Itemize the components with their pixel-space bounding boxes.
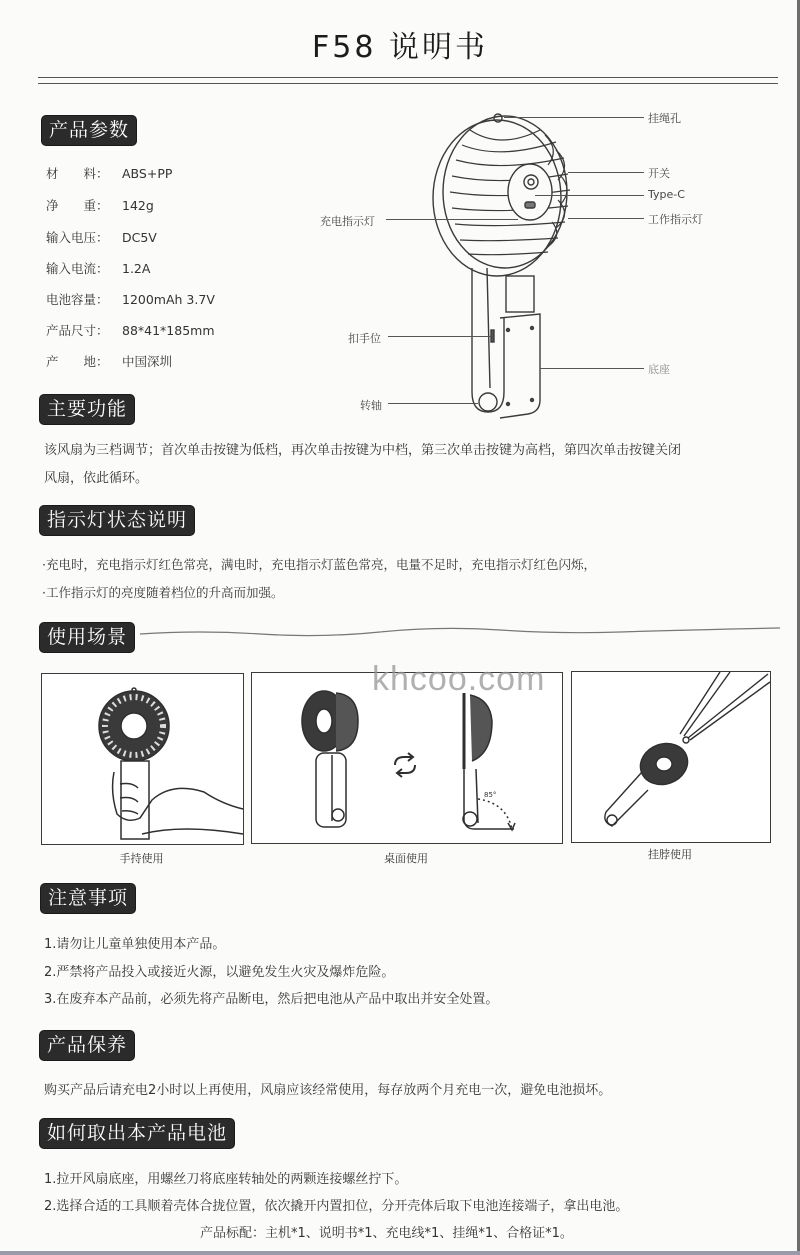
section-heading-cautions: 注意事项: [41, 884, 135, 913]
indicator-line-1: ·充电时，充电指示灯红色常亮，满电时，充电指示灯蓝色常亮，电量不足时，充电指示灯红色闪烁，: [42, 557, 596, 572]
callout-finger-grip: 扣手位: [348, 332, 381, 345]
section-heading-indicator: 指示灯状态说明: [40, 506, 194, 535]
caution-line-1: 1.请勿让儿童单独使用本产品。: [44, 937, 226, 952]
section-heading-scenarios: 使用场景: [40, 623, 134, 652]
callout-type-c: Type-C: [648, 188, 685, 201]
param-key: 输入电压：: [46, 230, 109, 245]
section-heading-params: 产品参数: [42, 116, 136, 145]
care-line-1: 购买产品后请充电2小时以上再使用，风扇应该经常使用，每存放两个月充电一次，避免电池损坏。: [44, 1083, 612, 1098]
battery-step-2: 2.选择合适的工具顺着壳体合拢位置，依次撬开内置扣位，分开壳体后取下电池连接端子，拿出电池。: [44, 1199, 629, 1214]
handheld-fan-icon: [42, 674, 243, 844]
callout-base: 底座: [648, 363, 670, 376]
param-value: ABS+PP: [122, 166, 173, 181]
scene-handheld: [41, 673, 244, 845]
indicator-line-2: ·工作指示灯的亮度随着档位的升高而加强。: [42, 585, 284, 600]
leader-type-c: [535, 195, 644, 196]
package-contents: 产品标配：主机*1、说明书*1、充电线*1、挂绳*1、合格证*1。: [200, 1226, 573, 1241]
leader-charge-indicator: [386, 219, 518, 220]
callout-lanyard-hole: 挂绳孔: [648, 112, 681, 125]
swap-arrows-icon: [395, 753, 415, 777]
callout-charge-indicator: 充电指示灯: [320, 215, 375, 228]
leader-work-indicator: [568, 218, 644, 219]
callout-switch: 开关: [648, 167, 670, 180]
section-heading-care: 产品保养: [40, 1031, 134, 1060]
battery-step-1: 1.拉开风扇底座，用螺丝刀将底座转轴处的两颗连接螺丝拧下。: [44, 1172, 408, 1187]
param-value: 88*41*185mm: [122, 323, 215, 338]
param-key: 产品尺寸：: [46, 323, 109, 338]
leader-lanyard-hole: [504, 117, 644, 118]
caption-desktop: 桌面使用: [384, 852, 428, 865]
callout-work-indicator: 工作指示灯: [648, 213, 703, 226]
watermark: khcoo.com: [372, 660, 546, 698]
param-value: DC5V: [122, 230, 157, 245]
torn-line-decoration: [140, 620, 780, 640]
param-value: 中国深圳: [122, 354, 173, 369]
section-heading-battery: 如何取出本产品电池: [40, 1119, 234, 1148]
param-key: 输入电流：: [46, 261, 109, 276]
callout-hinge: 转轴: [360, 399, 382, 412]
page-title: F58 说明书: [312, 30, 488, 65]
caption-handheld: 手持使用: [119, 852, 164, 865]
caption-neck: 挂脖使用: [648, 848, 692, 861]
scene-neck: [571, 671, 771, 843]
param-value: 1.2A: [122, 261, 151, 276]
param-value: 1200mAh 3.7V: [122, 292, 215, 307]
param-value: 142g: [122, 198, 154, 213]
param-key: 电池容量：: [46, 292, 109, 307]
neck-fan-icon: [572, 672, 770, 842]
caution-line-2: 2.严禁将产品投入或接近火源，以避免发生火灾及爆炸危险。: [44, 965, 395, 980]
leader-switch: [568, 172, 644, 173]
functions-line-2: 风扇，依此循环。: [44, 471, 149, 486]
leader-base: [540, 368, 644, 369]
param-key: 产 地：: [46, 354, 109, 369]
angle-label: 85°: [484, 791, 497, 799]
param-key: 材 料：: [46, 166, 109, 181]
page-edge-bottom: [0, 1251, 800, 1255]
section-heading-functions: 主要功能: [40, 395, 134, 424]
caution-line-3: 3.在废弃本产品前，必须先将产品断电，然后把电池从产品中取出并安全处置。: [44, 992, 499, 1007]
leader-finger-grip: [388, 336, 491, 337]
leader-hinge: [388, 403, 478, 404]
functions-line-1: 该风扇为三档调节；首次单击按键为低档，再次单击按键为中档，第三次单击按键为高档，第四次单击按键关闭: [44, 443, 682, 458]
param-key: 净 重：: [46, 198, 109, 213]
